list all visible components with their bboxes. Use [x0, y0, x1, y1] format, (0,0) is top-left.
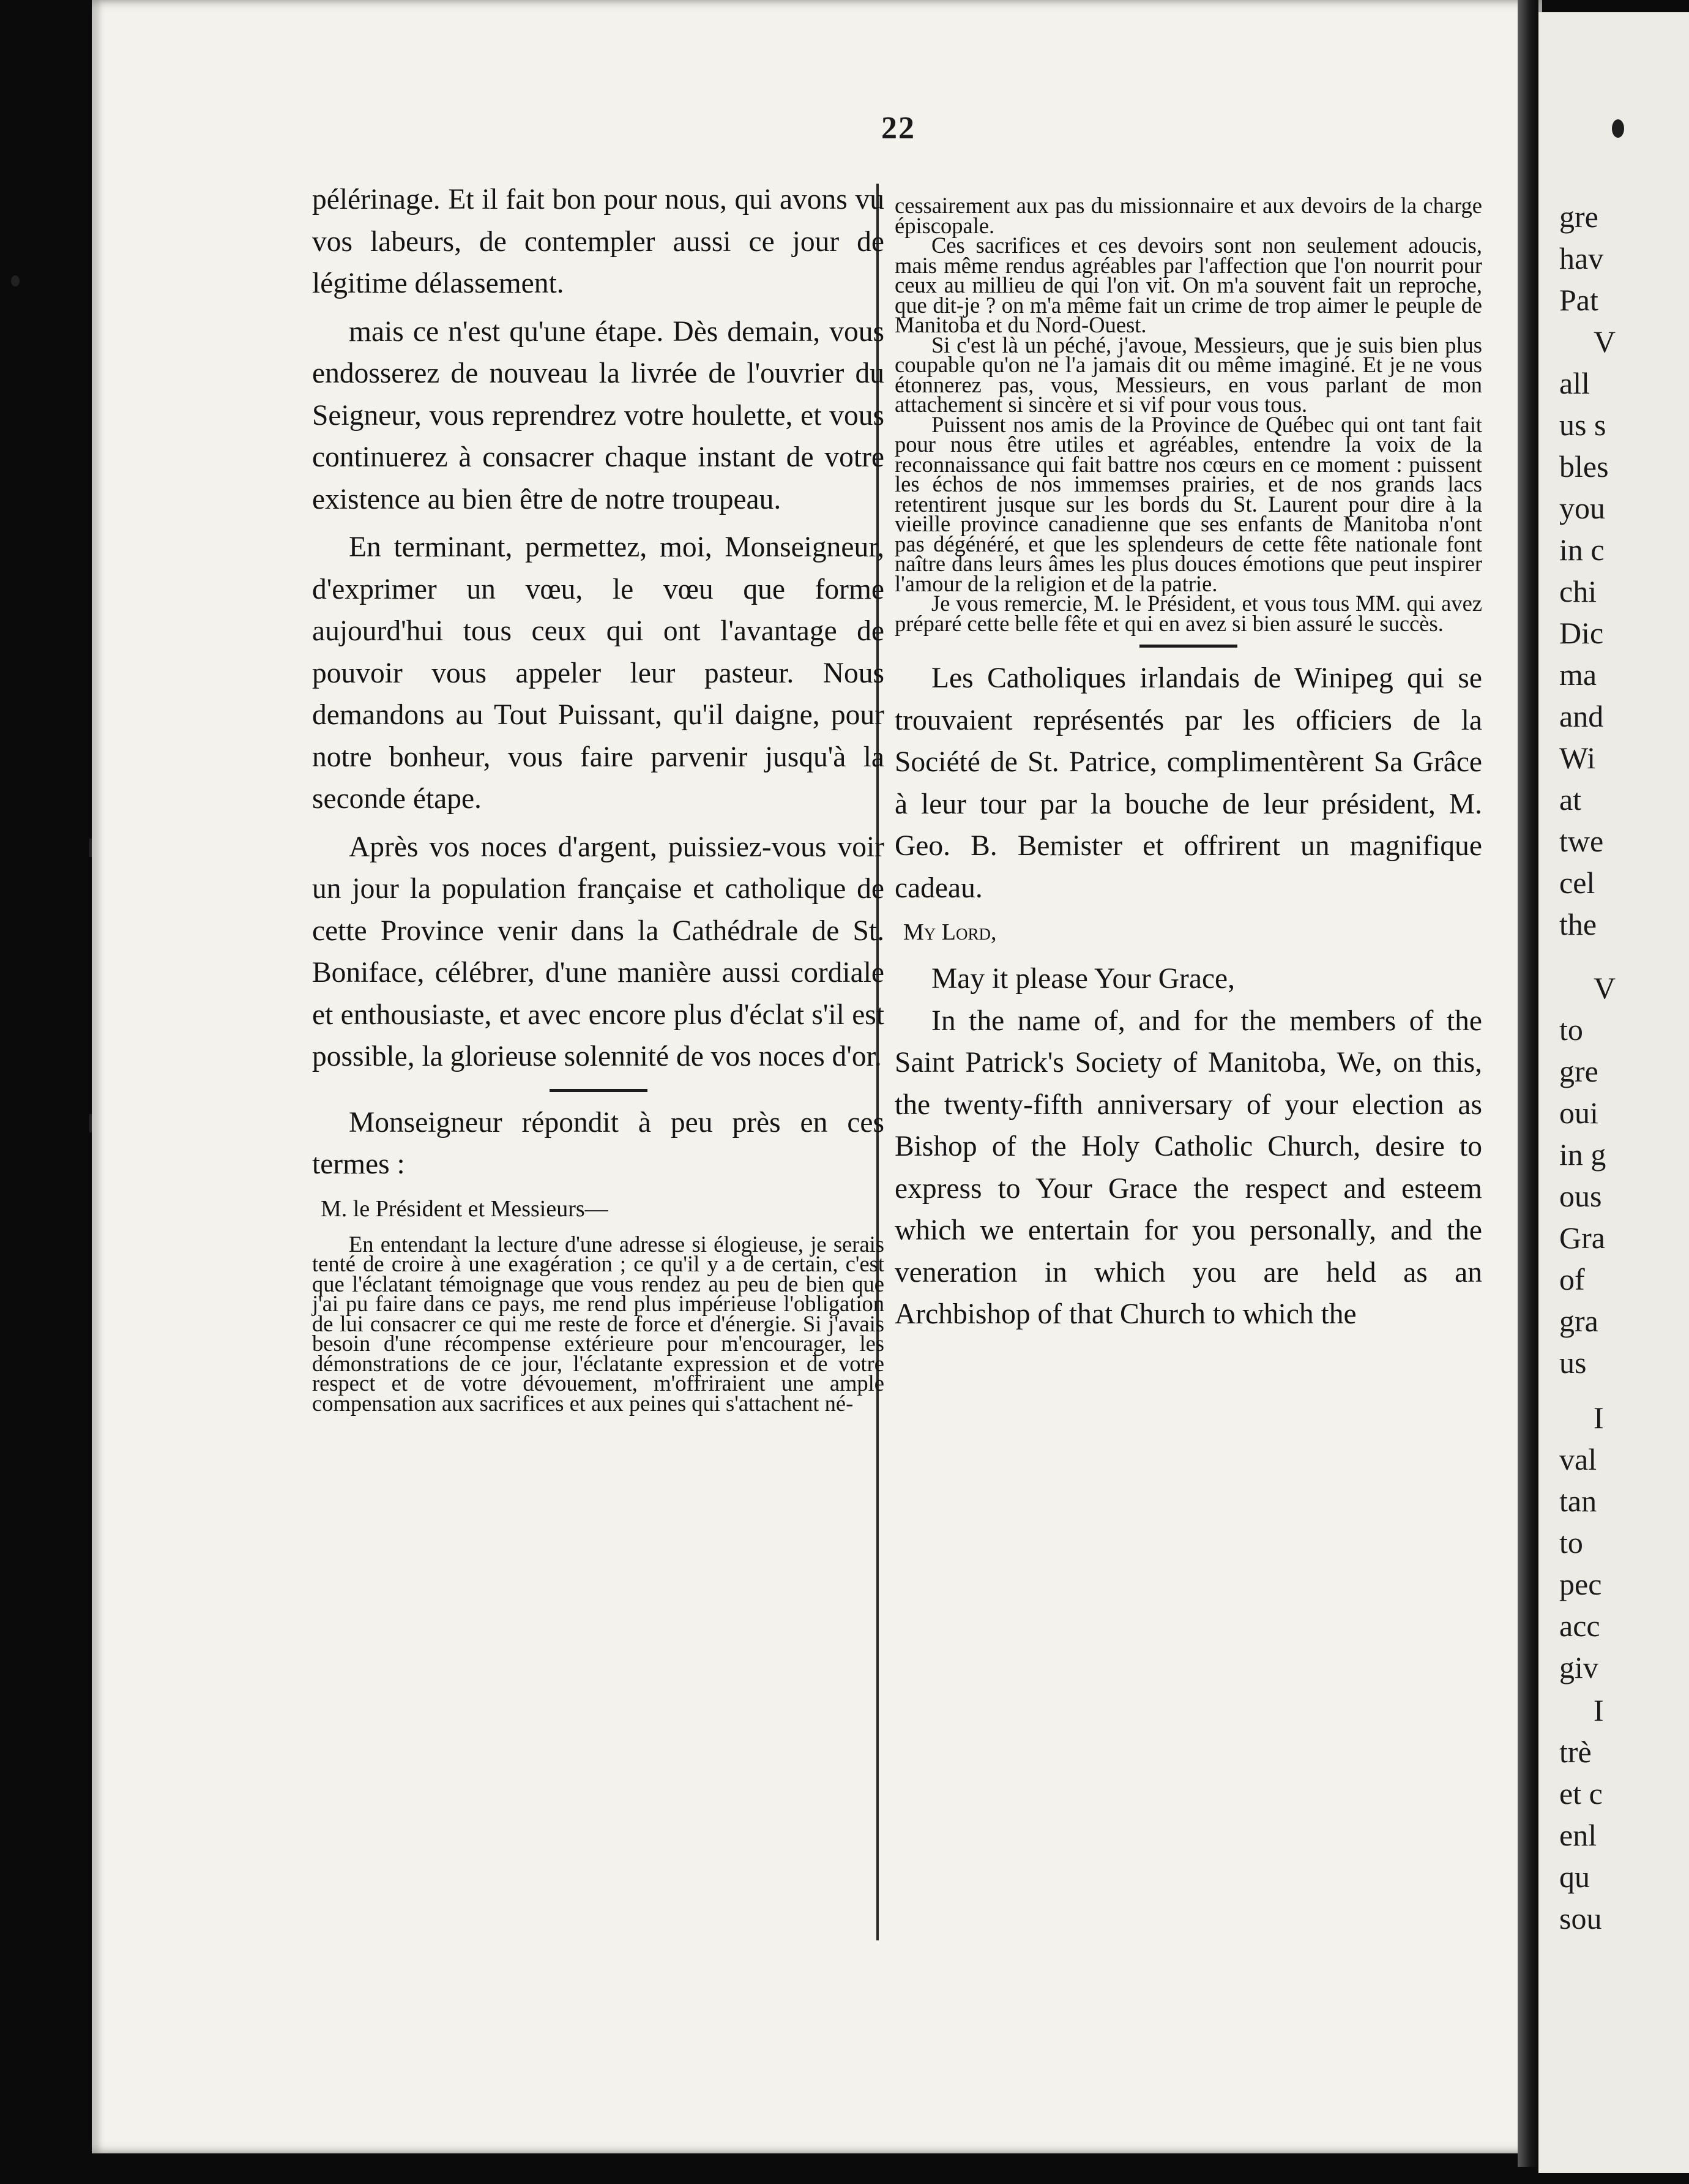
facing-page-edge: [1538, 12, 1689, 2173]
paragraph: Puissent nos amis de la Province de Québec qui ont tant fait pour nous être utiles et agréables, entendre la voix de la reconnaissance qui fait battre nos cœurs en ce moment : puissent les échos de nos immemses prairies, et de nos grands lacs retentirent jusque sur les bords du St. Laurent pour dire à la vieille province canadienne que ses enfants de Manitoba n'ont pas dégénéré, et que les splendeurs de cette fête nationale font naître dans leurs âmes les plus douces émotions que peut inspirer l'amour de la religion et de la patrie.: [895, 411, 1482, 596]
section-separator: [550, 1089, 647, 1092]
facing-page-text-fragment: trè: [1559, 1735, 1592, 1769]
right-column: [895, 193, 1482, 1336]
facing-page-text-fragment: to: [1559, 1012, 1583, 1047]
paragraph: En entendant la lecture d'une adresse si élogieuse, je serais tenté de croire à une exagération ; ce qu'il y a de certain, c'est que l'éclatant témoignage que vous rendez au peu de bien que j'ai pu faire dans ce pays, me rend plus impérieuse l'obligation de lui consacrer ce qui me reste de force et d'énergie. Si j'avais besoin d'une récompense extérieure pour m'encourager, les démonstrations de ce jour, l'éclatante expression et de votre respect et de votre dévouement, m'offriraient une ample compensation aux sacrifices et aux peines qui s'attachent né-: [312, 1231, 884, 1416]
paragraph: May it please Your Grace,: [931, 963, 1235, 995]
facing-page-text-fragment: us: [1559, 1345, 1587, 1380]
facing-page-text-fragment: I: [1594, 1401, 1604, 1435]
facing-page-text-fragment: V: [1594, 971, 1616, 1005]
facing-page-text-fragment: I: [1594, 1693, 1604, 1727]
facing-page-text-fragment: twe: [1559, 824, 1604, 858]
left-column: [312, 179, 884, 1416]
paragraph: cessairement aux pas du missionnaire et aux devoirs de la charge épiscopale.: [895, 193, 1482, 238]
facing-page-text-fragment: pec: [1559, 1567, 1602, 1601]
paragraph: mais ce n'est qu'une étape. Dès demain, vous endosserez de nouveau la livrée de l'ouvrier du Seigneur, vous reprendrez votre houlette, et vous continuerez à consacrer chaque instant de votre existence au bien être de notre troupeau.: [312, 315, 884, 515]
facing-page-text-fragment: val: [1559, 1442, 1597, 1476]
paragraph: In the name of, and for the members of the Saint Patrick's Society of Manitoba, We, on this, the twenty-fifth anniversary of your election as Bishop of the Holy Catholic Church, desire to express to Your Grace the respect and esteem which we entertain for you personally, and the veneration in which you are held as an Archbishop of that Church to which the: [895, 1004, 1482, 1330]
section-separator: [1139, 645, 1237, 648]
facing-page-text-fragment: tan: [1559, 1484, 1597, 1518]
ink-blot: [1612, 119, 1624, 138]
facing-page-text-fragment: in c: [1559, 533, 1605, 567]
facing-page-text-fragment: giv: [1559, 1650, 1598, 1685]
paragraph: Les Catholiques irlandais de Winipeg qui se trouvaient représentés par les officiers de la Société de St. Patrice, complimentèrent Sa Grâce à leur tour par la bouche de leur président, M. Geo. B. Bemister et offrirent un magnifique cadeau.: [895, 662, 1482, 904]
margin-mark: [11, 275, 20, 286]
facing-page-text-fragment: ous: [1559, 1179, 1602, 1213]
facing-page-text-fragment: to: [1559, 1525, 1583, 1560]
facing-page-text-fragment: you: [1559, 491, 1605, 525]
facing-page-text-fragment: Pat: [1559, 283, 1598, 317]
facing-page-text-fragment: hav: [1559, 241, 1604, 275]
facing-page-text-fragment: of: [1559, 1262, 1585, 1296]
facing-page-text-fragment: enl: [1559, 1818, 1597, 1852]
salutation: M. le Président et Messieurs—: [321, 1195, 608, 1222]
paragraph: Je vous remercie, M. le Président, et vous tous MM. qui avez préparé cette belle fête et qui en avez si bien assuré le succès.: [895, 591, 1482, 636]
facing-page-text-fragment: Gra: [1559, 1221, 1605, 1255]
paragraph: pélérinage. Et il fait bon pour nous, qui avons vu vos labeurs, de contempler aussi ce jour de légitime délassement.: [312, 184, 884, 299]
margin-mark: [89, 1114, 92, 1132]
facing-page-text-fragment: gre: [1559, 200, 1598, 234]
facing-page-text-fragment: et c: [1559, 1776, 1603, 1811]
paragraph: Après vos noces d'argent, puissiez-vous voir un jour la population française et catholique de cette Province venir dans la Cathédrale de St. Boniface, célébrer, d'une manière aussi cordiale et enthousiaste, et avec encore plus d'éclat s'il est possible, la glorieuse solennité de vos noces d'or.: [312, 831, 884, 1072]
facing-page-text-fragment: acc: [1559, 1609, 1600, 1643]
page-number: 22: [881, 111, 915, 146]
facing-page-text-fragment: oui: [1559, 1096, 1598, 1130]
book-gutter: [1518, 0, 1538, 2167]
facing-page-text-fragment: gre: [1559, 1054, 1598, 1088]
facing-page-text-fragment: gra: [1559, 1304, 1598, 1338]
facing-page-text-fragment: cel: [1559, 866, 1595, 900]
facing-page-text-fragment: qu: [1559, 1860, 1590, 1894]
facing-page-text-fragment: the: [1559, 907, 1597, 941]
facing-page-text-fragment: Dic: [1559, 616, 1604, 650]
facing-page-text-fragment: at: [1559, 782, 1582, 817]
facing-page-text-fragment: V: [1594, 324, 1616, 359]
facing-page-text-fragment: all: [1559, 366, 1590, 400]
margin-mark: [89, 839, 92, 857]
paragraph: Si c'est là un péché, j'avoue, Messieurs, que je suis bien plus coupable qu'on ne l'a jamais dit ou même imaginé. Et je ne vous étonnerez pas, vous, Messieurs, en vous parlant de mon attachement si sincère et si vif pour vous tous.: [895, 332, 1482, 417]
facing-page-text-fragment: ma: [1559, 657, 1597, 692]
facing-page-text-fragment: sou: [1559, 1901, 1602, 1935]
paragraph: En terminant, permettez, moi, Monseigneur, d'exprimer un vœu, le vœu que forme aujourd'hui tous ceux qui ont l'avantage de pouvoir vous appeler leur pasteur. Nous demandons au Tout Puissant, qu'il daigne, pour notre bonheur, vous faire parvenir jusqu'à la seconde étape.: [312, 531, 884, 815]
salutation: My Lord,: [903, 919, 997, 945]
paragraph: Monseigneur répondit à peu près en ces termes :: [312, 1106, 884, 1180]
facing-page-text-fragment: chi: [1559, 574, 1597, 608]
paragraph: Ces sacrifices et ces devoirs sont non seulement adoucis, mais même rendus agréables par l'affection que l'on nourrit pour ceux au millieu de qui l'on vit. On m'a souvent fait un reproche, que dit-je ? on m'a même fait un crime de trop aimer le peuple de Manitoba et du Nord-Ouest.: [895, 233, 1482, 337]
facing-page-text-fragment: in g: [1559, 1137, 1606, 1172]
facing-page-text-fragment: Wi: [1559, 741, 1596, 775]
facing-page-text-fragment: bles: [1559, 449, 1609, 484]
facing-page-text-fragment: and: [1559, 699, 1604, 733]
facing-page-text-fragment: us s: [1559, 408, 1606, 442]
